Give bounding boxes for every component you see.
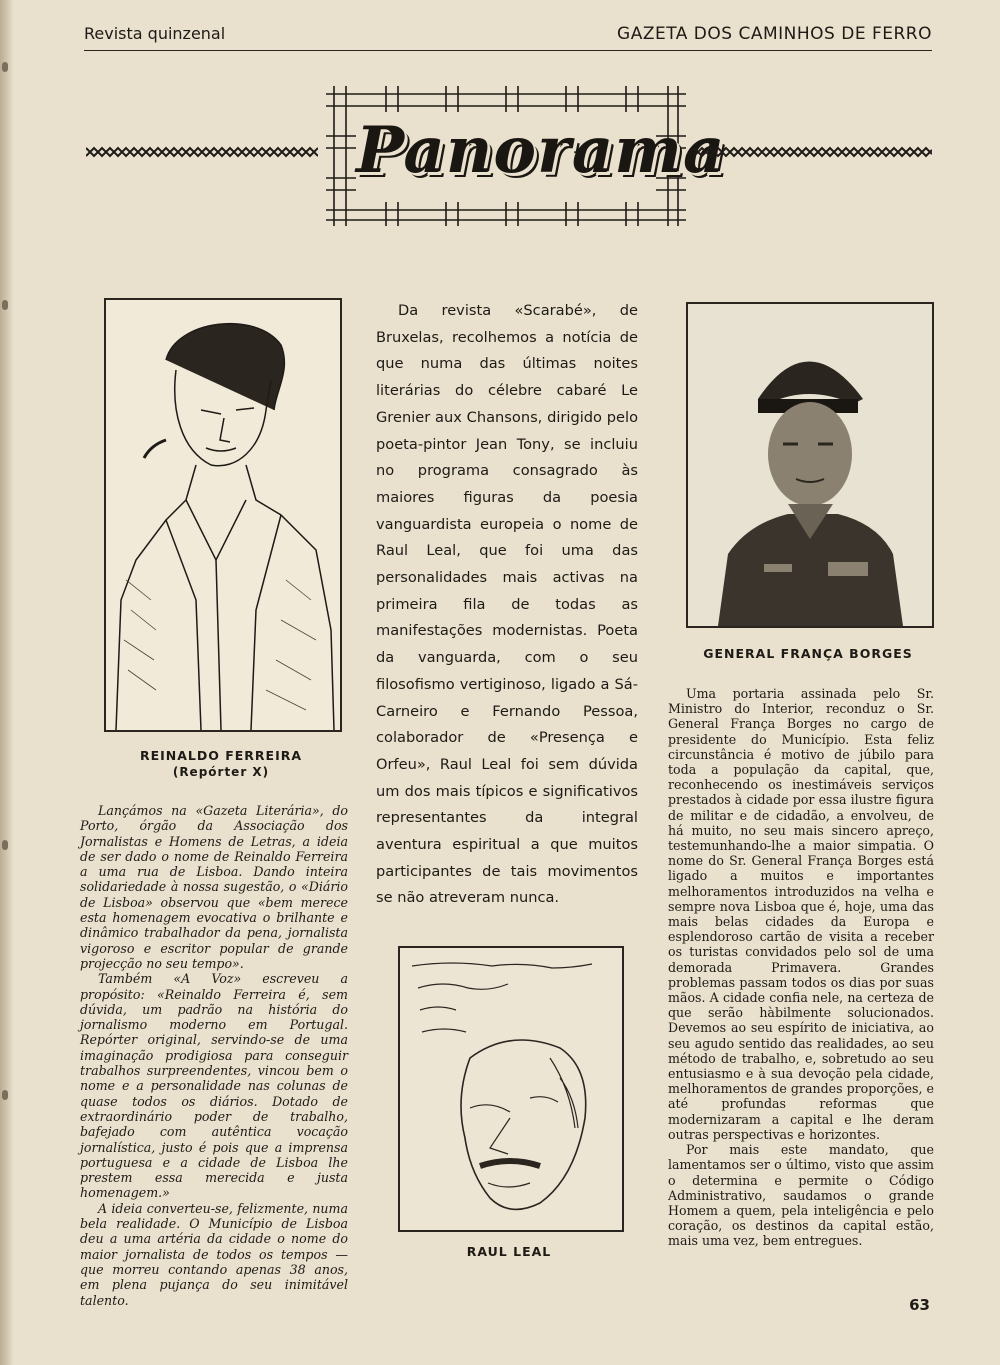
general-franca-borges-photo	[686, 302, 934, 628]
caption-reinaldo-alias: (Repórter X)	[172, 765, 270, 779]
caption-general: GENERAL FRANÇA BORGES	[703, 646, 913, 661]
binding-hole	[2, 62, 8, 72]
paragraph: Da revista «Scarabé», de Bruxelas, recolhemos a notícia de que numa das últimas noites literárias do célebre cabaré Le Grenier aux Chansons, dirigido pelo poeta-pintor Jean Tony, se incluiu no programa consagrado às maiores figuras da poesia vanguardista europeia o nome de Raul Leal, que foi uma das personalidades mais activas na primeira fila de todas as manifestações modernistas. Poeta da vanguarda, com o seu filosofismo vertiginoso, ligado a Sá-Carneiro e Fernando Pessoa, colaborador de «Presença e Orfeu», Raul Leal foi sem dúvida um dos mais típicos e significativos representantes da integral aventura espiritual a que muitos participantes de tais movimentos se não atreveram nunca.	[376, 302, 638, 907]
running-header	[84, 24, 932, 52]
binding-shadow	[0, 0, 14, 1365]
paragraph: Uma portaria assinada pelo Sr. Ministro do Interior, reconduz o Sr. General França Borges no cargo de presidente do Município. Esta feliz circunstância é motivo de júbilo para toda a população da capital, que, reconhecendo os inestimáveis serviços prestados à cidade por essa ilustre figura de militar e de cidadão, a envolveu, de há muito, no seu mais sincero apreço, testemunhando-lhe a maior simpatia. O nome do Sr. General França Borges está ligado a muitos e importantes melhoramentos introduzidos na velha e sempre nova Lisboa que é, hoje, uma das mais belas cidades da Europa e esplendoroso cartão de visita a receber os turistas convidados pelo sol de uma demorada Primavera. Grandes problemas passam todos os dias por suas mãos. A cidade confia nele, na certeza de que serão hàbilmente solucionados. Devemos ao seu espírito de iniciativa, ao seu agudo sentido das realidades, ao seu método de trabalho, e, sobretudo ao seu entusiasmo e à sua devoção pela cidade, melhoramentos de grandes proporções, e até profundas reformas que modernizaram a capital e lhe deram outras perspectivas e horizontes.	[668, 686, 934, 1142]
article-general-franca-borges	[668, 686, 934, 1249]
paragraph: A ideia converteu-se, felizmente, numa bela realidade. O Município de Lisboa deu a uma artéria da cidade o nome do maior jornalista de todos os tempos — que morreu contando apenas 38 anos, em plena pujança do seu inimitável talento.	[80, 1200, 348, 1308]
binding-hole	[2, 840, 8, 850]
article-raul-leal	[376, 298, 638, 912]
paragraph: Por mais este mandato, que lamentamos ser o último, visto que assim o determina e permite o Código Administrativo, saudamos o grande Homem a quem, pela inteligência e pelo coração, os destinos da capital estão, mais uma vez, bem entregues.	[668, 1142, 934, 1249]
zigzag-ornament-left	[86, 144, 318, 160]
reinaldo-ferreira-drawing	[104, 298, 342, 732]
paragraph: Também «A Voz» escreveu a propósito: «Reinaldo Ferreira é, sem dúvida, um padrão na história do jornalismo moderno em Portugal. Repórter original, servindo-se de uma imaginação prodigiosa para conseguir trabalhos surpreendentes, vincou bem o nome e a personalidade nas colunas de quase todos os diários. Dotado de extraordinário poder de trabalho, bafejado com autêntica vocação jornalística, justo é pois que a imprensa portuguesa e a cidade de Lisboa lhe prestem essa merecida e justa homenagem.»	[80, 971, 348, 1201]
zigzag-ornament-right	[694, 144, 932, 160]
masthead-title: Panorama	[356, 113, 726, 188]
binding-hole	[2, 300, 8, 310]
raul-leal-sketch	[398, 946, 624, 1232]
header-rule	[84, 50, 932, 51]
caption-reinaldo-name: REINALDO FERREIRA	[139, 748, 303, 763]
masthead	[86, 86, 932, 226]
article-reinaldo-ferreira	[80, 803, 348, 1308]
caption-raul: RAUL LEAL	[466, 1244, 552, 1259]
binding-hole	[2, 1090, 8, 1100]
paragraph: Lançámos na «Gazeta Literária», do Porto, órgão da Associação dos Jornalistas e Homens de Letras, a ideia de ser dado o nome de Reinaldo Ferreira a uma rua de Lisboa. Dando inteira solidariedade à nossa sugestão, o «Diário de Lisboa» observou que «bem merece esta homenagem evocativa o brilhante e dinâmico trabalhador da pena, jornalista vigoroso e escritor popular de grande projecção no seu tempo».	[80, 803, 348, 971]
header-right: GAZETA DOS CAMINHOS DE FERRO	[617, 24, 932, 44]
page-number: 63	[909, 1296, 930, 1314]
header-left: Revista quinzenal	[84, 24, 226, 43]
